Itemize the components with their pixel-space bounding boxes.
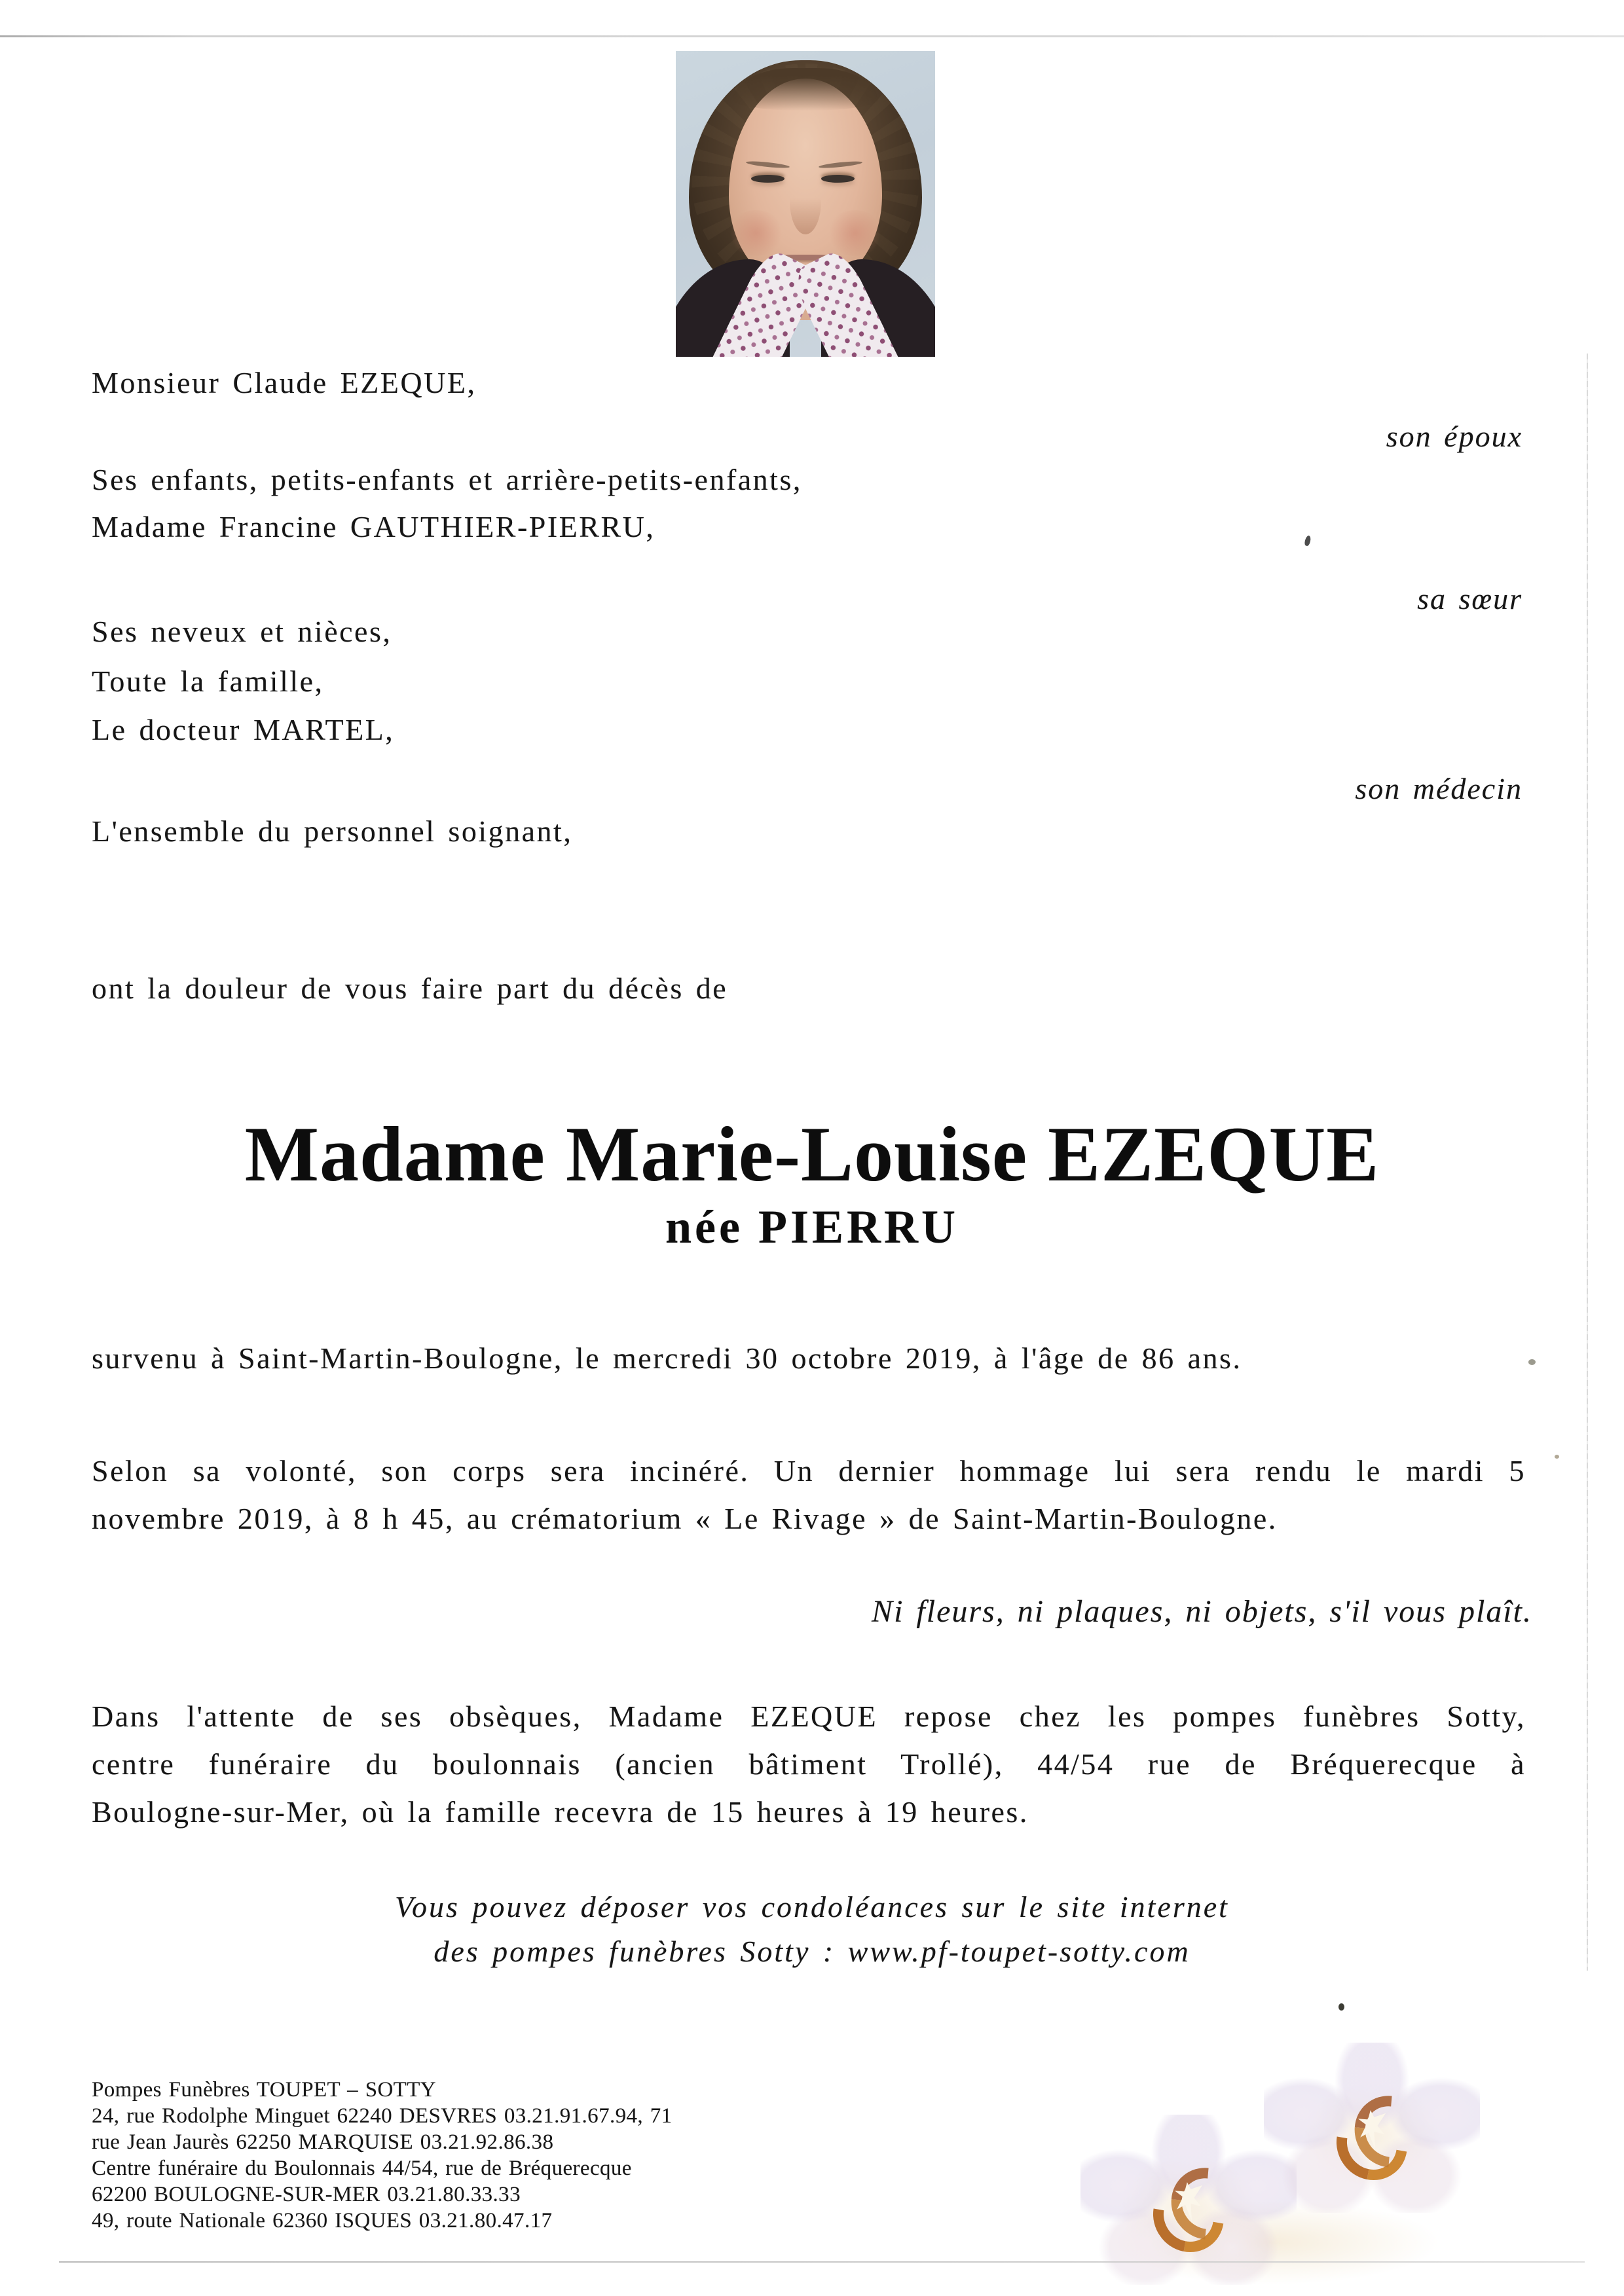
mourner-sister: Madame Francine GAUTHIER-PIERRU, <box>92 510 655 543</box>
scan-artifact-speck <box>1555 1455 1559 1459</box>
orchid-flower-right <box>1264 2043 1480 2213</box>
deceased-maiden-name: née PIERRU <box>665 1201 959 1253</box>
condolences-line-1: Vous pouvez déposer vos condoléances sur le site internet <box>395 1890 1229 1923</box>
funeral-home-address-1: 24, rue Rodolphe Minguet 62240 DESVRES 03.21.91.67.94, 71 <box>92 2104 673 2128</box>
mourner-doctor: Le docteur MARTEL, <box>92 713 395 746</box>
mourner-staff: L'ensemble du personnel soignant, <box>92 814 573 848</box>
funeral-home-address-3: Centre funéraire du Boulonnais 44/54, rue de Bréquerecque <box>92 2157 632 2180</box>
repose-line-1: Dans l'attente de ses obsèques, Madame EZEQUE repose chez les pompes funèbres Sotty, <box>92 1700 1526 1733</box>
portrait-cheek-left <box>728 210 784 256</box>
funeral-home-details <box>92 2077 673 2234</box>
no-flowers-request: Ni fleurs, ni plaques, ni objets, s'il vous plaît. <box>872 1594 1532 1629</box>
scan-artifact-vertical-line <box>1587 354 1588 1971</box>
deceased-portrait-photo <box>676 51 935 357</box>
orchid-center <box>1154 2166 1223 2240</box>
repose-line-2: centre funéraire du boulonnais (ancien bâtiment Trollé), 44/54 rue de Bréquerecque à <box>92 1747 1526 1781</box>
scan-artifact-speck <box>1304 535 1312 546</box>
condolences-line-2: des pompes funèbres Sotty : www.pf-toupet-sotty.com <box>434 1935 1190 1968</box>
relation-doctor: son médecin <box>1355 772 1522 805</box>
scan-artifact-top-line <box>0 35 1624 37</box>
funeral-home-name: Pompes Funèbres TOUPET – SOTTY <box>92 2078 437 2102</box>
portrait-cheek-right <box>826 210 883 256</box>
death-date-line: survenu à Saint-Martin-Boulogne, le mercredi 30 octobre 2019, à l'âge de 86 ans. <box>92 1341 1242 1375</box>
mourner-nephews: Ses neveux et nièces, <box>92 615 392 648</box>
scan-artifact-speck <box>1528 1359 1536 1365</box>
announcement-intro: ont la douleur de vous faire part du décès de <box>92 972 728 1005</box>
mourner-husband: Monsieur Claude EZEQUE, <box>92 366 477 399</box>
cremation-line-2: novembre 2019, à 8 h 45, au crématorium « Le Rivage » de Saint-Martin-Boulogne. <box>92 1502 1278 1535</box>
mourner-family: Toute la famille, <box>92 665 324 698</box>
deceased-name: Madame Marie-Louise EZEQUE <box>244 1110 1380 1197</box>
relation-husband: son époux <box>1386 420 1522 453</box>
scan-artifact-bottom-line <box>59 2261 1585 2263</box>
scan-artifact-speck <box>1338 2003 1344 2011</box>
mourner-children: Ses enfants, petits-enfants et arrière-petits-enfants, <box>92 463 802 496</box>
funeral-home-address-2: rue Jean Jaurès 62250 MARQUISE 03.21.92.86.38 <box>92 2130 554 2154</box>
funeral-home-address-5: 49, route Nationale 62360 ISQUES 03.21.80.47.17 <box>92 2209 553 2232</box>
cremation-line-1: Selon sa volonté, son corps sera incinéré. Un dernier hommage lui sera rendu le mardi 5 <box>92 1454 1526 1487</box>
relation-sister: sa sœur <box>1417 582 1522 615</box>
repose-line-3: Boulogne-sur-Mer, où la famille recevra de 15 heures à 19 heures. <box>92 1795 1029 1829</box>
orchid-center <box>1337 2094 1407 2168</box>
funeral-home-address-4: 62200 BOULOGNE-SUR-MER 03.21.80.33.33 <box>92 2183 521 2206</box>
